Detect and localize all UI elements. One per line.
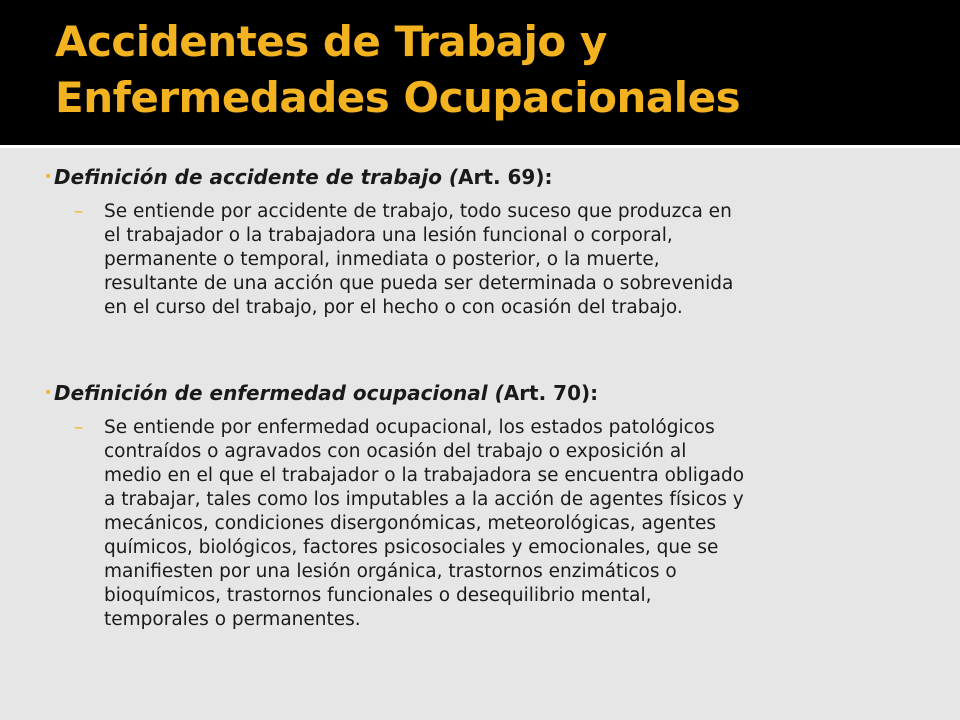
title-bar (0, 0, 960, 148)
definition-line: contraídos o agravados con ocasión del trabajo o exposición al (104, 441, 687, 462)
bullet-dot-icon: • (44, 385, 53, 401)
bullet-accidente (44, 164, 553, 190)
slide-title-line-2: Enfermedades Ocupacionales (55, 73, 741, 122)
bullet-article: Art. 69): (458, 165, 553, 189)
definition-line: temporales o permanentes. (104, 609, 361, 630)
definition-accidente (74, 200, 934, 320)
definition-line: Se entiende por enfermedad ocupacional, los estados patológicos (104, 417, 715, 438)
bullet-heading: Definición de enfermedad ocupacional ( (54, 381, 504, 405)
slide-title (55, 14, 740, 126)
definition-line: a trabajar, tales como los imputables a la acción de agentes físicos y (104, 489, 744, 510)
dash-icon: – (74, 417, 84, 438)
slide-content (0, 150, 960, 720)
definition-line: resultante de una acción que pueda ser determinada o sobrevenida (104, 273, 734, 294)
bullet-enfermedad (44, 380, 599, 406)
bullet-article: Art. 70): (503, 381, 599, 405)
slide-title-line-1: Accidentes de Trabajo y (55, 17, 607, 66)
dash-icon: – (74, 201, 84, 222)
definition-line: bioquímicos, trastornos funcionales o desequilibrio mental, (104, 585, 652, 606)
definition-line: mecánicos, condiciones disergonómicas, meteorológicas, agentes (104, 513, 716, 534)
definition-line: medio en el que el trabajador o la trabajadora se encuentra obligado (104, 465, 745, 486)
definition-enfermedad (74, 416, 934, 632)
definition-line: el trabajador o la trabajadora una lesión funcional o corporal, (104, 225, 673, 246)
definition-line: Se entiende por accidente de trabajo, todo suceso que produzca en (104, 201, 732, 222)
bullet-heading: Definición de accidente de trabajo ( (54, 165, 459, 189)
definition-line: en el curso del trabajo, por el hecho o con ocasión del trabajo. (104, 297, 683, 318)
bullet-dot-icon: • (44, 169, 53, 185)
definition-line: químicos, biológicos, factores psicosociales y emocionales, que se (104, 537, 719, 558)
definition-line: permanente o temporal, inmediata o posterior, o la muerte, (104, 249, 660, 270)
definition-line: manifiesten por una lesión orgánica, trastornos enzimáticos o (104, 561, 677, 582)
